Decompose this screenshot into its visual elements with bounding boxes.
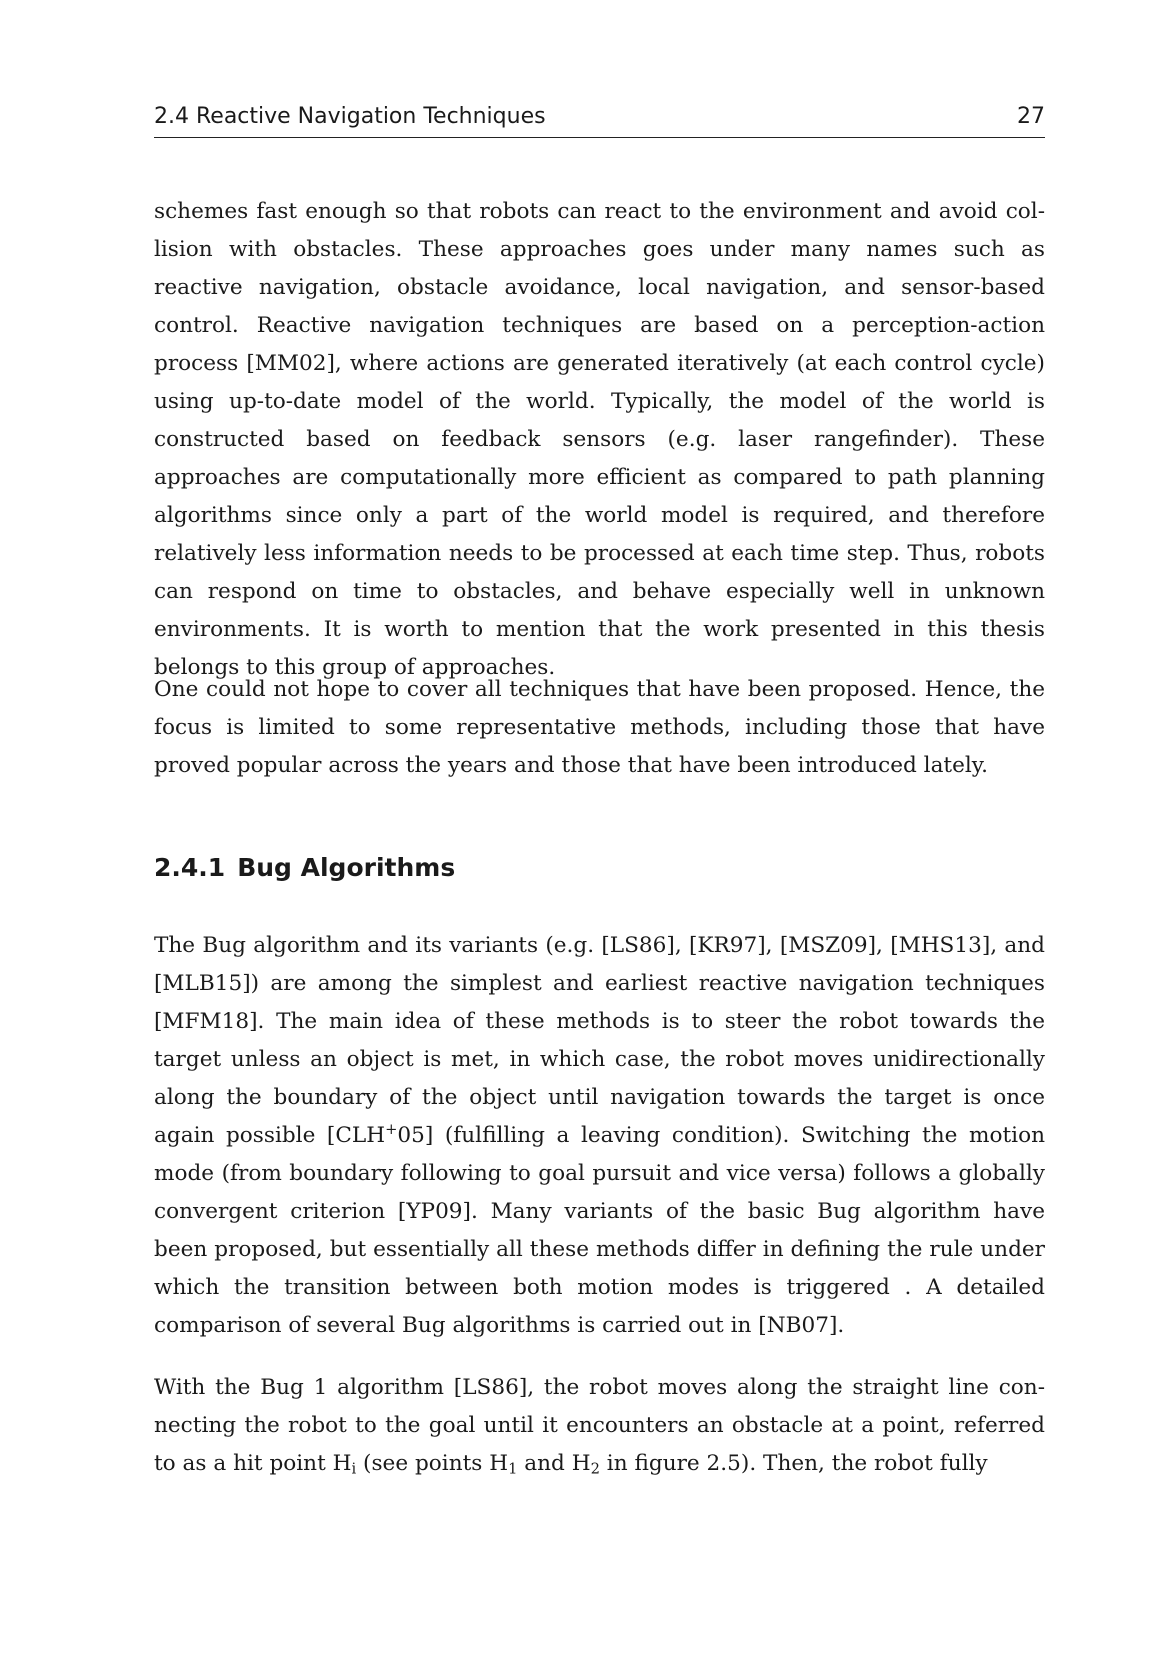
paragraph-reactive-navigation: schemes fast enough so that robots can react to the environment and avoid collision with obstacles. These approaches goes under many names such as reactive navigation, obstacle avoidance, local navigation, and sensor-based control. Reactive navigation techniques are based on a perception-action process [MM02], where actions are generated iteratively (at each control cycle) using up-to-date model of the world. Typically, the model of the world is constructed based on feedback sensors (e.g. laser rangefinder). These approaches are computationally more efficient as compared to path planning algorithms since only a part of the world model is required, and therefore relatively less information needs to be processed at each time step. Thus, robots can respond on time to obstacles, and behave especially well in unknown environments. It is worth to mention that the work presented in this thesis belongs to this group of approaches. [154, 199, 1045, 680]
paragraph-bug1-part-d: in figure 2.5). Then, the robot fully [599, 1451, 988, 1476]
subscript-2: 2 [590, 1460, 600, 1478]
section-number: 2.4.1 [154, 853, 226, 882]
section-title: Bug Algorithms [237, 853, 456, 882]
citation-superscript: + [385, 1120, 398, 1138]
paragraph-bug-overview-part-b: 05] (fulfilling a leaving condition). Switching the motion mode (from boundary following to goal pursuit and vice versa) follows a globally convergent criterion [YP09]. Many variants of the basic Bug algorithm have been proposed, but essentially all these methods differ in defining the rule under which the transition between both motion modes is triggered . A detailed comparison of several Bug algorithms is carried out in [NB07]. [154, 1123, 1045, 1338]
paragraph-bug1-part-c: and H [517, 1451, 591, 1476]
paragraph-bug1-part-b: (see points H [356, 1451, 509, 1476]
running-title: 2.4 Reactive Navigation Techniques [154, 104, 546, 129]
section-heading [154, 851, 455, 885]
paragraph-scope: One could not hope to cover all techniques that have been proposed. Hence, the focus is limited to some representative methods, including those that have proved popular across the years and those that have been introduced lately. [154, 677, 1045, 778]
subscript-1: 1 [508, 1460, 518, 1478]
subscript-i: i [351, 1460, 357, 1478]
paragraph-bug-overview-part-a: The Bug algorithm and its variants (e.g. [LS86], [KR97], [MSZ09], [MHS13], and [MLB15]) are among the simplest and earliest reactive navigation techniques [MFM18]. The main idea of these methods is to steer the robot towards the target unless an object is met, in which case, the robot moves unidirectionally along the boundary of the object until navigation towards the target is once again possible [CLH [154, 933, 1045, 1148]
running-header [154, 103, 1045, 138]
paragraph-bug1-part-a: With the Bug 1 algorithm [LS86], the robot moves along the straight line connecting the robot to the goal until it encounters an obstacle at a point, referred to as a hit point H [154, 1375, 1045, 1476]
paragraph-bug-overview [154, 927, 1045, 1345]
paragraph-bug1 [154, 1369, 1045, 1483]
page-number: 27 [1017, 104, 1045, 129]
